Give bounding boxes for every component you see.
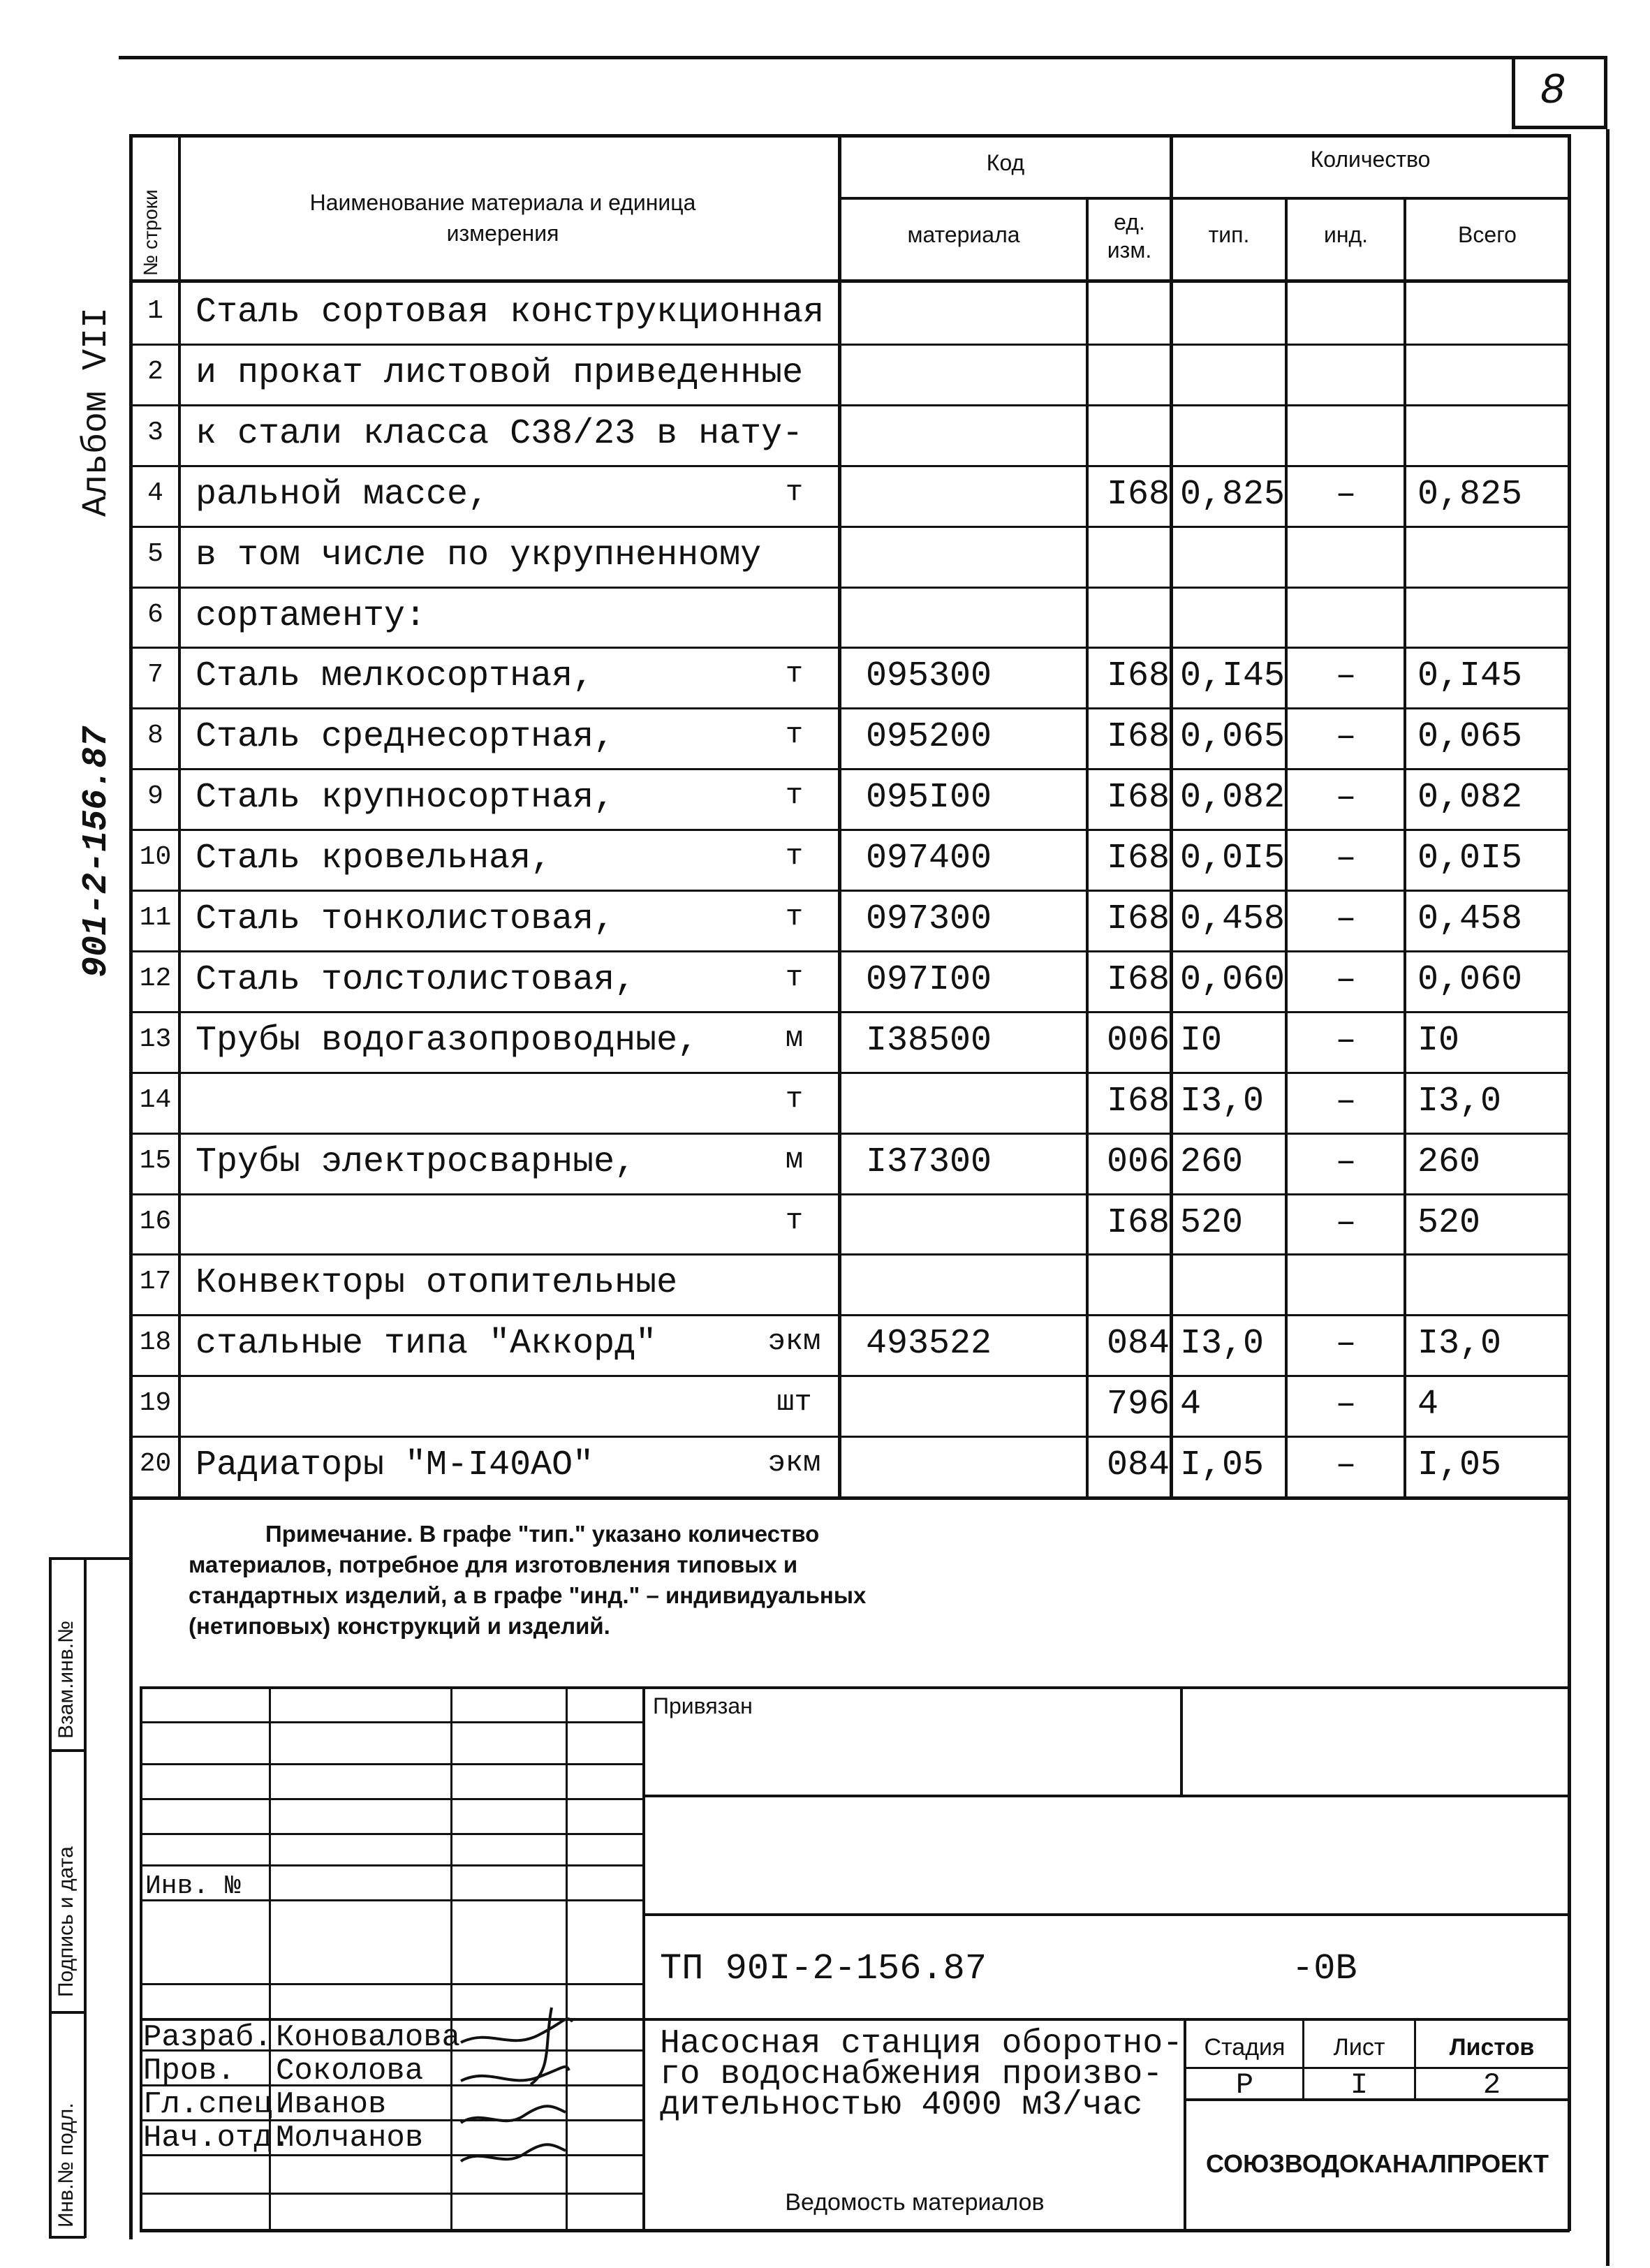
- sheet-label: Лист: [1333, 2034, 1385, 2061]
- cell-total: 520: [1417, 1202, 1481, 1243]
- cell-name: и прокат листовой приведенные: [196, 353, 804, 393]
- header-unit-code-text: ед. изм.: [1107, 209, 1152, 263]
- stamp-vzam: Взам.инв.№: [54, 1620, 78, 1739]
- sheets-label: Листов: [1449, 2034, 1535, 2061]
- header-total: Всего: [1458, 222, 1517, 247]
- cell-ucode: I68: [1106, 717, 1170, 758]
- cell-code: 097400: [866, 839, 992, 879]
- role-name: Соколова: [276, 2054, 424, 2089]
- cell-total: I,05: [1417, 1445, 1502, 1486]
- cell-row-number: 16: [139, 1206, 172, 1237]
- cell-row-number: 19: [139, 1388, 172, 1419]
- cell-name: сортаменту:: [196, 596, 427, 636]
- cell-ucode: I68: [1106, 778, 1170, 818]
- cell-unit: м: [785, 1021, 804, 1055]
- role-name: Молчанов: [276, 2121, 424, 2156]
- cell-unit: т: [785, 1203, 804, 1237]
- cell-total: 0,458: [1417, 899, 1523, 939]
- cell-unit: т: [785, 900, 804, 934]
- cell-ucode: I68: [1106, 474, 1170, 515]
- cell-row-number: 1: [147, 296, 163, 326]
- cell-ind: –: [1335, 1202, 1357, 1243]
- title-line-2: го водоснабжения произво-: [660, 2056, 1163, 2093]
- cell-unit: т: [785, 475, 804, 509]
- role-label: Разраб.: [143, 2020, 272, 2055]
- sheet-name: Ведомость материалов: [785, 2189, 1045, 2216]
- cell-unit: экм: [767, 1446, 821, 1480]
- sheet-mark: 8: [1540, 66, 1566, 116]
- cell-name: Сталь тонколистовая,: [196, 899, 615, 939]
- cell-ind: –: [1335, 1142, 1357, 1182]
- inv-no-label: Инв. №: [145, 1871, 241, 1901]
- cell-row-number: 13: [139, 1024, 172, 1054]
- cell-ucode: 796: [1106, 1385, 1170, 1425]
- header-name-text: Наименование материала и единица измерения: [309, 190, 696, 246]
- header-ind: инд.: [1323, 222, 1369, 247]
- cell-unit: шт: [776, 1385, 812, 1420]
- cell-row-number: 4: [147, 478, 163, 508]
- cell-row-number: 3: [147, 417, 163, 448]
- title-block-description: [660, 2025, 1183, 2124]
- cell-name: Трубы электросварные,: [196, 1142, 636, 1182]
- header-unit-code: [1089, 208, 1170, 264]
- cell-ind: –: [1335, 1385, 1357, 1425]
- cell-total: 0,082: [1417, 778, 1523, 818]
- role-name: Иванов: [276, 2087, 387, 2122]
- cell-ucode: I68: [1106, 1202, 1170, 1243]
- title-line-3: дительностью 4000 м3/час: [660, 2086, 1143, 2124]
- cell-code: 097300: [866, 899, 992, 939]
- cell-code: I37300: [866, 1142, 992, 1182]
- cell-row-number: 2: [147, 356, 163, 387]
- cell-ind: –: [1335, 959, 1357, 1000]
- cell-total: 0,060: [1417, 959, 1523, 1000]
- cell-typ: 0,I45: [1180, 656, 1286, 697]
- cell-row-number: 20: [139, 1449, 172, 1480]
- role-label: Пров.: [143, 2054, 236, 2089]
- cell-ind: –: [1335, 474, 1357, 515]
- cell-ucode: 006: [1106, 1020, 1170, 1061]
- cell-name: к стали класса С38/23 в нату-: [196, 413, 804, 454]
- cell-name: ральной массе,: [196, 474, 489, 515]
- header-row-no: № строки: [140, 189, 161, 276]
- cell-code: 493522: [866, 1324, 992, 1364]
- cell-name: Сталь крупносортная,: [196, 778, 615, 818]
- cell-total: 260: [1417, 1142, 1481, 1182]
- note-line-2: материалов, потребное для изготовления типовых и: [189, 1552, 798, 1577]
- sheets-value: 2: [1482, 2068, 1501, 2102]
- album-label: Альбом VII: [77, 307, 117, 517]
- cell-typ: 0,082: [1180, 778, 1286, 818]
- cell-row-number: 18: [139, 1327, 172, 1358]
- cell-row-number: 15: [139, 1145, 172, 1176]
- cell-ucode: I68: [1106, 899, 1170, 939]
- cell-name: Радиаторы "М-I40АО": [196, 1445, 594, 1486]
- cell-code: 095I00: [866, 778, 992, 818]
- header-typ: тип.: [1208, 222, 1250, 247]
- role-label: Нач.отд.: [143, 2121, 291, 2156]
- cell-unit: т: [785, 779, 804, 813]
- cell-ucode: I68: [1106, 839, 1170, 879]
- cell-row-number: 10: [139, 842, 172, 873]
- cell-code: 095300: [866, 656, 992, 697]
- header-quantity: Количество: [1310, 147, 1431, 172]
- stage-value: Р: [1235, 2068, 1254, 2102]
- cell-ind: –: [1335, 839, 1357, 879]
- cell-row-number: 6: [147, 599, 163, 630]
- cell-name: Конвекторы отопительные: [196, 1263, 678, 1304]
- title-line-1: Насосная станция оборотно-: [660, 2025, 1183, 2063]
- cell-total: I0: [1417, 1020, 1460, 1061]
- cell-name: Сталь среднесортная,: [196, 717, 615, 758]
- cell-name: Трубы водогазопроводные,: [196, 1020, 699, 1061]
- cell-ucode: 006: [1106, 1142, 1170, 1182]
- cell-row-number: 14: [139, 1084, 172, 1115]
- cell-row-number: 17: [139, 1267, 172, 1297]
- header-material-code: материала: [907, 222, 1020, 247]
- privyazan-label: Привязан: [653, 1693, 753, 1718]
- cell-row-number: 12: [139, 963, 172, 994]
- cell-code: 095200: [866, 717, 992, 758]
- stage-label: Стадия: [1204, 2034, 1286, 2061]
- cell-typ: I3,0: [1180, 1324, 1265, 1364]
- cell-typ: 520: [1180, 1202, 1244, 1243]
- project-code-side: 901-2-156.87: [77, 726, 117, 978]
- cell-ind: –: [1335, 1445, 1357, 1486]
- cell-ucode: I68: [1106, 656, 1170, 697]
- cell-ind: –: [1335, 1081, 1357, 1121]
- cell-total: I3,0: [1417, 1081, 1502, 1121]
- cell-typ: I,05: [1180, 1445, 1265, 1486]
- cell-unit: т: [785, 960, 804, 994]
- cell-row-number: 7: [147, 660, 163, 691]
- cell-typ: 0,458: [1180, 899, 1286, 939]
- cell-total: 0,I45: [1417, 656, 1523, 697]
- cell-typ: 260: [1180, 1142, 1244, 1182]
- cell-code: 097I00: [866, 959, 992, 1000]
- cell-ind: –: [1335, 899, 1357, 939]
- cell-ucode: I68: [1106, 1081, 1170, 1121]
- cell-ucode: 084: [1106, 1324, 1170, 1364]
- role-label: Гл.спец.: [143, 2087, 291, 2122]
- cell-ucode: I68: [1106, 959, 1170, 1000]
- sheet-value: I: [1350, 2068, 1369, 2102]
- cell-ind: –: [1335, 1324, 1357, 1364]
- note-line-4: (нетиповых) конструкций и изделий.: [189, 1613, 610, 1639]
- cell-ind: –: [1335, 778, 1357, 818]
- header-code: Код: [986, 150, 1025, 175]
- note-line-1: Примечание. В графе "тип." указано количество: [265, 1521, 820, 1547]
- stamp-podpis: Подпись и дата: [54, 1846, 78, 1997]
- cell-typ: 0,825: [1180, 474, 1286, 515]
- cell-name: в том числе по укрупненному: [196, 535, 762, 575]
- note-block: [189, 1519, 866, 1642]
- cell-typ: I3,0: [1180, 1081, 1265, 1121]
- cell-typ: 0,0I5: [1180, 839, 1286, 879]
- cell-row-number: 11: [139, 903, 172, 933]
- cell-typ: I0: [1180, 1020, 1223, 1061]
- cell-name: стальные типа "Аккорд": [196, 1324, 657, 1364]
- cell-ind: –: [1335, 717, 1357, 758]
- cell-typ: 0,060: [1180, 959, 1286, 1000]
- cell-name: Сталь сортовая конструкционная: [196, 293, 825, 332]
- cell-total: 0,825: [1417, 474, 1523, 515]
- cell-code: I38500: [866, 1020, 992, 1061]
- cell-row-number: 5: [147, 538, 163, 569]
- cell-ind: –: [1335, 656, 1357, 697]
- cell-typ: 4: [1180, 1385, 1202, 1425]
- cell-row-number: 8: [147, 721, 163, 751]
- signatures: [447, 2001, 587, 2182]
- cell-typ: 0,065: [1180, 717, 1286, 758]
- role-name: Коновалова: [276, 2020, 461, 2055]
- cell-row-number: 9: [147, 781, 163, 812]
- cell-ucode: 084: [1106, 1445, 1170, 1486]
- cell-total: I3,0: [1417, 1324, 1502, 1364]
- header-name: [307, 187, 698, 249]
- cell-unit: т: [785, 839, 804, 874]
- stamp-inv-podl: Инв.№ подл.: [54, 2103, 78, 2228]
- cell-unit: экм: [767, 1325, 821, 1359]
- note-line-3: стандартных изделий, а в графе "инд." – индивидуальных: [189, 1582, 867, 1608]
- doc-code: ТП 90I-2-156.87: [660, 1948, 987, 1989]
- cell-total: 0,0I5: [1417, 839, 1523, 879]
- cell-name: Сталь толстолистовая,: [196, 959, 636, 1000]
- cell-unit: м: [785, 1142, 804, 1177]
- cell-name: Сталь кровельная,: [196, 839, 552, 879]
- cell-total: 0,065: [1417, 717, 1523, 758]
- cell-unit: т: [785, 657, 804, 691]
- cell-ind: –: [1335, 1020, 1357, 1061]
- doc-suffix: -0В: [1292, 1948, 1357, 1989]
- cell-unit: т: [785, 718, 804, 752]
- cell-total: 4: [1417, 1385, 1439, 1425]
- organization: СОЮЗВОДОКАНАЛПРОЕКТ: [1205, 2149, 1549, 2178]
- cell-unit: т: [785, 1082, 804, 1116]
- cell-name: Сталь мелкосортная,: [196, 656, 594, 697]
